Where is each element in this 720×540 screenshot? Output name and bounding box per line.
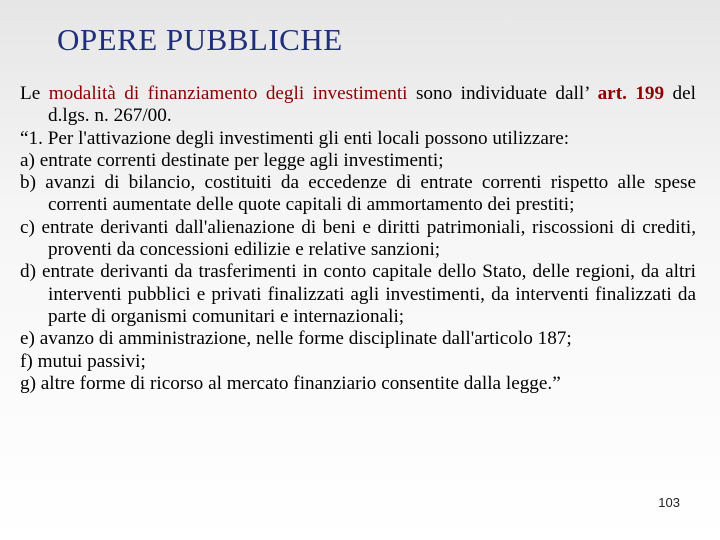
intro-paragraph [20, 83, 696, 128]
intro-keyphrase: modalità di finanziamento degli investimenti [48, 83, 408, 104]
list-item-g: g) altre forme di ricorso al mercato finanziario consentite dalla legge.” [20, 372, 561, 394]
list-item-c: c) entrate derivanti dall'alienazione di beni e diritti patrimoniali, riscossioni di crediti, proventi da concessioni edilizie e relative sanzioni; [20, 216, 696, 261]
intro-mid: sono individuate dall’ [407, 83, 598, 104]
article-reference: art. 199 [597, 83, 665, 104]
list-item-d: d) entrate derivanti da trasferimenti in conto capitale dello Stato, delle regioni, da altri interventi pubblici e privati finalizzati agli investimenti, da interventi finalizzati da parte di organismi comunitari e internazionali; [20, 261, 696, 327]
slide-body [20, 83, 696, 395]
intro-tail: del d.lgs. n. 267/00. [48, 83, 696, 127]
list-item-e: e) avanzo di amministrazione, nelle forme disciplinate dall'articolo 187; [20, 328, 572, 350]
page-number: 103 [658, 495, 680, 510]
quote-intro: “1. Per l'attivazione degli investimenti gli enti locali possono utilizzare: [20, 127, 570, 149]
list-item-b: b) avanzi di bilancio, costituiti da eccedenze di entrate correnti rispetto alle spese correnti aumentate delle quote capitali di ammortamento dei prestiti; [20, 172, 696, 216]
list-item-f: f) mutui passivi; [20, 350, 146, 372]
slide-title: OPERE PUBBLICHE [57, 22, 343, 57]
list-item-a: a) entrate correnti destinate per legge agli investimenti; [20, 149, 444, 171]
intro-lead: Le [20, 83, 49, 104]
